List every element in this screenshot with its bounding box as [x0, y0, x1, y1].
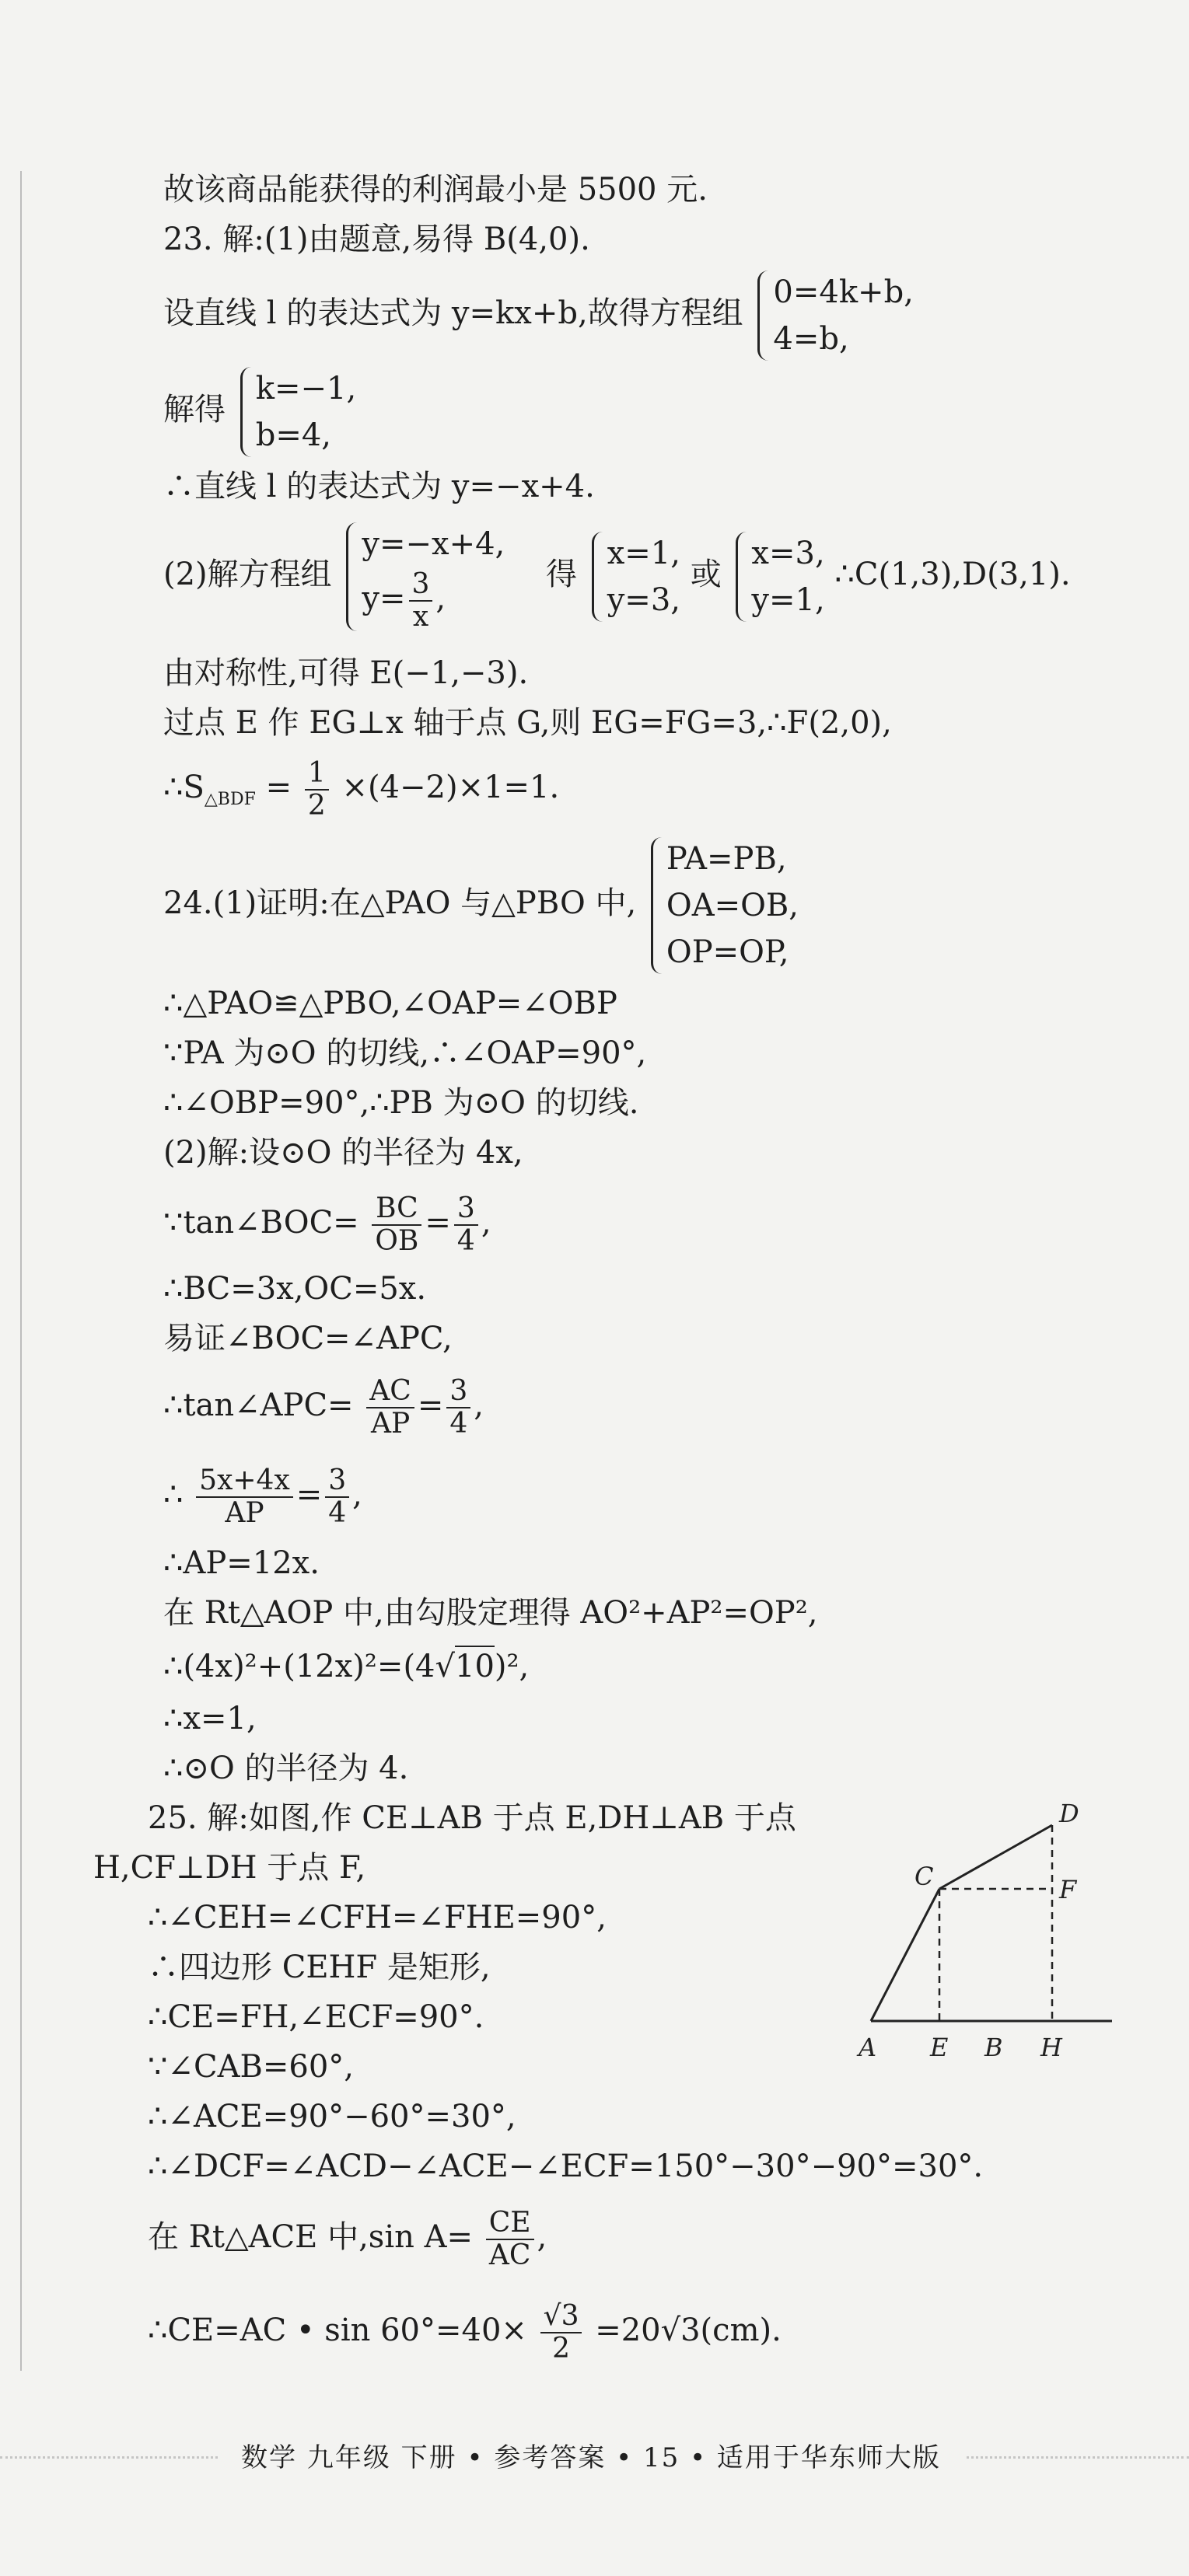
margin-line	[20, 171, 22, 2371]
text-line: ∴(4x)²+(12x)²=(4√10)²,	[163, 1646, 529, 1687]
text-line: 24.(1)证明:在△PAO 与△PBO 中, PA=PB, OA=OB, OP=OP,	[163, 836, 799, 976]
text-line: 在 Rt△ACE 中,sin A= $\frac{CE}{AC}$ ,	[148, 2207, 547, 2271]
text-line: 过点 E 作 EG⊥x 轴于点 G,则 EG=FG=3,∴F(2,0),	[163, 705, 892, 741]
solution-1: x=1, y=3,	[587, 530, 680, 623]
point-label-f: F	[1059, 1875, 1077, 1904]
point-label-d: D	[1059, 1799, 1079, 1828]
solution-2: x=3, y=1,	[731, 530, 824, 623]
text-line: ∴△PAO≌△PBO,∠OAP=∠OBP	[163, 986, 617, 1021]
equation-system: 0=4k+b, 4=b,	[753, 269, 914, 362]
equation-system: y=−x+4, y= $\frac{3}{x}$ ,	[341, 521, 505, 633]
text-line: ∴⊙O 的半径为 4.	[163, 1750, 409, 1786]
text-line: ∴BC=3x,OC=5x.	[163, 1271, 427, 1307]
text-line: ∴直线 l 的表达式为 y=−x+4.	[163, 469, 595, 504]
text-line: (2)解:设⊙O 的半径为 4x,	[163, 1135, 523, 1171]
text-line: ∴ $\frac{5x+4x}{AP}$ = $\frac{3}{4}$ ,	[163, 1464, 362, 1529]
equation-system: PA=PB, OA=OB, OP=OP,	[646, 836, 799, 976]
text-line: 易证∠BOC=∠APC,	[163, 1321, 453, 1356]
text-line: ∴CE=FH,∠ECF=90°.	[148, 1999, 484, 2035]
text-line: H,CF⊥DH 于点 F,	[93, 1850, 366, 1886]
point-label-b: B	[984, 2033, 1003, 2062]
geometry-figure	[848, 1788, 1143, 2075]
line-cd	[939, 1825, 1052, 1889]
text-line: 25. 解:如图,作 CE⊥AB 于点 E,DH⊥AB 于点	[148, 1800, 796, 1836]
text-line: ∴CE=AC • sin 60°=40× $\frac{√3}{2}$ =20√3(cm).	[148, 2300, 782, 2365]
text-line: ∴tan∠APC= $\frac{AC}{AP}$ = $\frac{3}{4}$ ,	[163, 1375, 484, 1440]
equation-system: k=−1, b=4,	[236, 365, 356, 459]
text-line: 由对称性,可得 E(−1,−3).	[163, 655, 529, 691]
text-line: ∵tan∠BOC= $\frac{BC}{OB}$ = $\frac{3}{4}$ ,	[163, 1192, 491, 1257]
point-label-c: C	[914, 1862, 934, 1891]
point-label-e: E	[930, 2033, 949, 2062]
text-line: 故该商品能获得的利润最小是 5500 元.	[163, 172, 708, 208]
text-line: 解得 k=−1, b=4,	[163, 365, 356, 459]
point-label-h: H	[1040, 2033, 1062, 2062]
text-line: 设直线 l 的表达式为 y=kx+b,故得方程组 0=4k+b, 4=b,	[163, 269, 914, 362]
text-line: 在 Rt△AOP 中,由勾股定理得 AO²+AP²=OP²,	[163, 1595, 818, 1631]
point-label-a: A	[859, 2033, 877, 2062]
line-ac	[871, 1889, 939, 2021]
text-line: ∵PA 为⊙O 的切线,∴∠OAP=90°,	[163, 1035, 647, 1071]
text-line: 23. 解:(1)由题意,易得 B(4,0).	[163, 222, 590, 257]
text-line: ∵∠CAB=60°,	[148, 2049, 354, 2085]
text-line: (2)解方程组 y=−x+4, y= $\frac{3}{x}$ , 得 x=1, y=3, 或 x=3, y=1, ∴C(1,3),D(3,1).	[163, 521, 1071, 633]
text-line: ∴∠OBP=90°,∴PB 为⊙O 的切线.	[163, 1085, 639, 1121]
text-line: ∴AP=12x.	[163, 1545, 320, 1581]
text-line: ∴∠CEH=∠CFH=∠FHE=90°,	[148, 1900, 607, 1935]
text-line: $\therefore S_{\triangle BDF}$ = $\frac{1}{2}$ ×(4−2)×1=1.	[163, 757, 560, 822]
text-line: ∴∠ACE=90°−60°=30°,	[148, 2099, 516, 2134]
text-line: ∴∠DCF=∠ACD−∠ACE−∠ECF=150°−30°−90°=30°.	[148, 2148, 984, 2184]
page-footer: 数学 九年级 下册 • 参考答案 • 15 • 适用于华东师大版	[218, 2438, 964, 2477]
text-line: ∴x=1,	[163, 1701, 257, 1737]
text-line: ∴四边形 CEHF 是矩形,	[148, 1949, 491, 1985]
